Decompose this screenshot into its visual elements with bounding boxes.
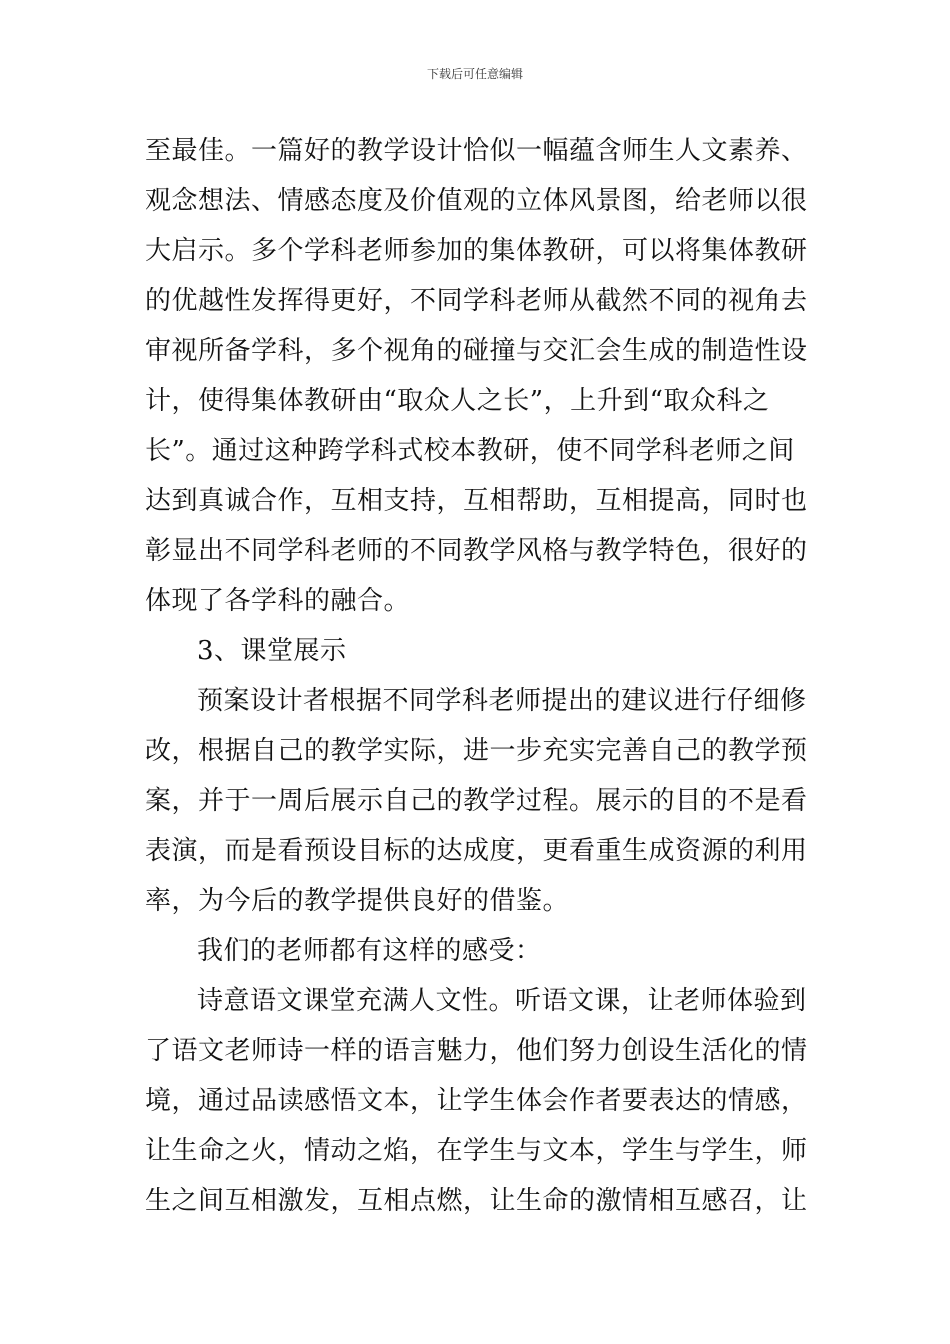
text-line-18: 诗意语文课堂充满人文性。听语文课，让老师体验到 — [197, 986, 807, 1016]
text-line-10: 体现了各学科的融合。 — [145, 586, 411, 616]
text-line-3: 大启示。多个学科老师参加的集体教研，可以将集体教研 — [145, 236, 808, 266]
text-line-12: 预案设计者根据不同学科老师提出的建议进行仔细修 — [197, 686, 807, 716]
document-body — [145, 126, 810, 1226]
text-line-14: 案，并于一周后展示自己的教学过程。展示的目的不是看 — [145, 786, 808, 816]
text-line-8: 达到真诚合作，互相支持，互相帮助，互相提高，同时也 — [145, 486, 808, 516]
text-line-4: 的优越性发挥得更好，不同学科老师从截然不同的视角去 — [145, 286, 808, 316]
text-line-16: 率，为今后的教学提供良好的借鉴。 — [145, 886, 570, 916]
page-header: 下载后可任意编辑 — [426, 67, 523, 81]
text-line-20: 境，通过品读感悟文本，让学生体会作者要表达的情感， — [145, 1086, 808, 1116]
text-line-7: 长”。通过这种跨学科式校本教研，使不同学科老师之间 — [145, 436, 795, 466]
text-line-22: 生之间互相激发，互相点燃，让生命的激情相互感召，让 — [145, 1186, 808, 1216]
text-line-9: 彰显出不同学科老师的不同教学风格与教学特色，很好的 — [145, 536, 808, 566]
text-line-21: 让生命之火，情动之焰，在学生与文本，学生与学生，师 — [145, 1136, 808, 1166]
text-line-15: 表演，而是看预设目标的达成度，更看重生成资源的利用 — [145, 836, 808, 866]
section-heading: 3、课堂展示 — [197, 636, 347, 666]
text-line-6: 计，使得集体教研由“取众人之长”，上升到“取众科之 — [145, 386, 770, 416]
text-line-5: 审视所备学科，多个视角的碰撞与交汇会生成的制造性设 — [145, 336, 808, 366]
text-line-13: 改，根据自己的教学实际，进一步充实完善自己的教学预 — [145, 736, 808, 766]
text-line-2: 观念想法、情感态度及价值观的立体风景图，给老师以很 — [145, 186, 808, 216]
text-line-1: 至最佳。一篇好的教学设计恰似一幅蕴含师生人文素养、 — [145, 136, 808, 166]
text-line-19: 了语文老师诗一样的语言魅力，他们努力创设生活化的情 — [145, 1036, 808, 1066]
text-line-17: 我们的老师都有这样的感受： — [197, 936, 542, 966]
